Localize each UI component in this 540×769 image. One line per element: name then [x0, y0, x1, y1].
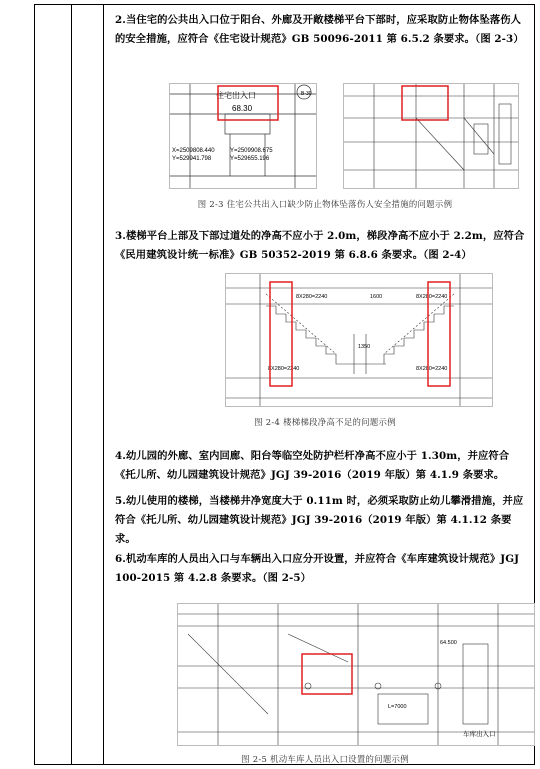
elevation-label: 68.30 — [232, 104, 253, 113]
figure-2-3-left-plan — [169, 83, 317, 189]
dim-label-2: 1600 — [370, 294, 383, 300]
figure-2-4-stair-section — [225, 273, 493, 407]
highlight-box — [402, 86, 448, 120]
paragraph-item-6: 6.机动车库的人员出入口与车辆出入口应分开设置，并应符合《车库建筑设计规范》JGJ 100-2015 第 4.2.8 条要求。（图 2-5） — [115, 553, 520, 584]
document-table — [34, 4, 535, 765]
caption-fig-2-5: 图 2-5 机动车库人员出入口设置的问题示例 — [241, 754, 409, 764]
dim-label-5: 8X280=2240 — [416, 366, 448, 372]
table-column-category — [72, 5, 104, 764]
coord-text-3: Y=529941.798 — [172, 156, 212, 162]
paragraph-item-3: 3.楼梯平台上部及下部过道处的净高不应小于 2.0m，梯段净高不应小于 2.2m，应符合《民用建筑设计统一标准》GB 50352-2019 第 6.8.6 条要求。（图 2-4） — [115, 230, 525, 261]
entrance-label: 住宅出入口 — [216, 91, 256, 100]
dim-label-3: 8X280=2240 — [416, 294, 448, 300]
axis-label: B-30 — [301, 91, 312, 97]
length-label: L=7000 — [388, 704, 407, 710]
caption-fig-2-3: 图 2-3 住宅公共出入口缺少防止物体坠落伤人安全措施的问题示例 — [197, 199, 453, 209]
table-content-cell — [105, 5, 536, 764]
figure-2-5-garage-plan — [177, 603, 535, 746]
caption-fig-2-4: 图 2-4 楼梯梯段净高不足的问题示例 — [254, 417, 396, 427]
paragraph-item-5: 5.幼儿使用的楼梯，当楼梯井净宽度大于 0.11m 时，必须采取防止幼儿攀滑措施，并应符合《托儿所、幼儿园建筑设计规范》JGJ 39-2016（2019 年版）第 4.1.12 条要求。 — [115, 495, 524, 545]
coord-text-2: Y=2509908.675 — [230, 148, 273, 154]
dim-label-6: 1350 — [358, 344, 371, 350]
paragraph-item-4: 4.幼儿园的外廊、室内回廊、阳台等临空处防护栏杆净高不应小于 1.30m，并应符合《托儿所、幼儿园建筑设计规范》JGJ 39-2016（2019 年版）第 4.1.9 条要求。 — [115, 450, 510, 481]
dim-label-1: 8X280=2240 — [296, 294, 328, 300]
figure-2-3-right-section — [343, 83, 519, 189]
dim-label-4: 8X280=2240 — [268, 366, 300, 372]
coord-text-4: Y=529655.196 — [230, 156, 270, 162]
coord-text-1: X=2509808.440 — [172, 148, 215, 154]
paragraph-item-2: 2.当住宅的公共出入口位于阳台、外廊及开敞楼梯平台下部时，应采取防止物体坠落伤人的安全措施，应符合《住宅设计规范》GB 50096-2011 第 6.5.2 条要求。（图 2-3） — [115, 14, 524, 45]
table-column-index — [35, 5, 72, 764]
garage-entrance-label: 车库出入口 — [463, 731, 496, 738]
elevation-label: 64.500 — [440, 640, 457, 646]
